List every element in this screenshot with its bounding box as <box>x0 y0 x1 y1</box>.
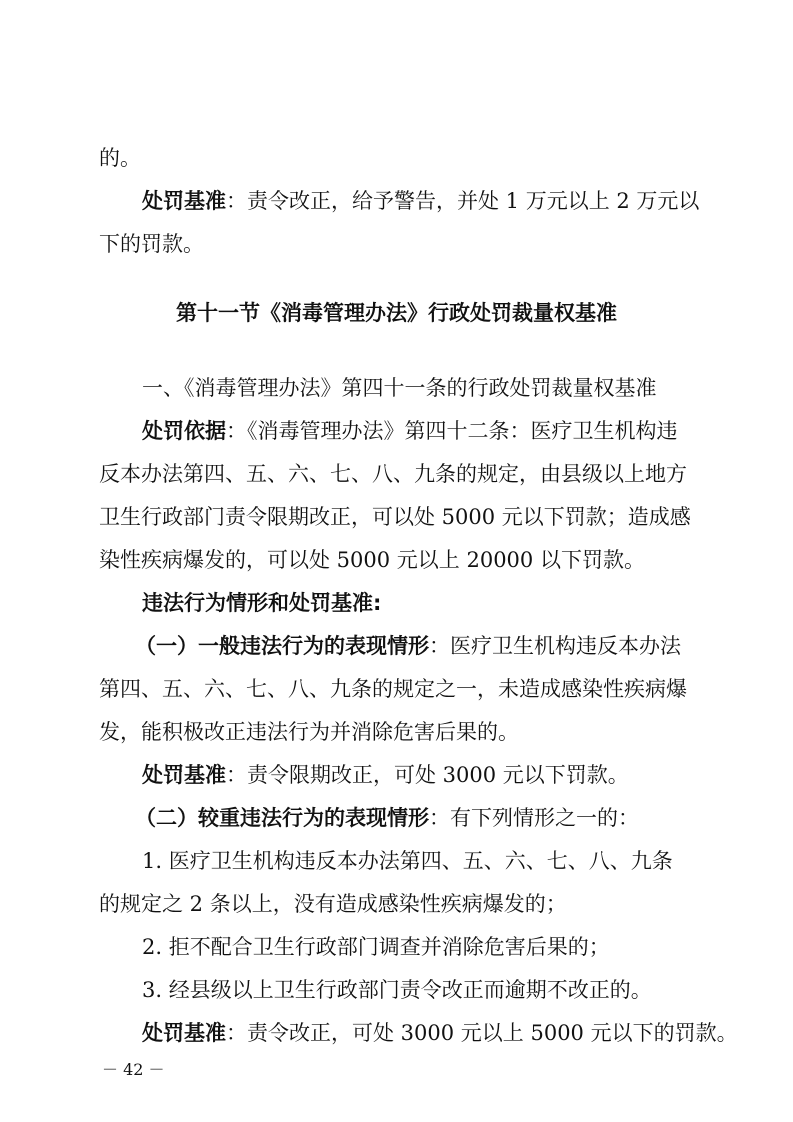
text-line: 第四、五、六、七、八、九条的规定之一，未造成感染性疾病爆 <box>99 677 687 701</box>
text-line: 反本办法第四、五、六、七、八、九条的规定，由县级以上地方 <box>99 462 687 486</box>
subsection-title: 一、《消毒管理办法》第四十一条的行政处罚裁量权基准 <box>142 376 657 400</box>
text-line: 2. 拒不配合卫生行政部门调查并消除危害后果的； <box>142 935 610 959</box>
bold-term: 处罚基准 <box>142 763 226 787</box>
text-line: 处罚基准：责令改正，给予警告，并处 1 万元以上 2 万元以 <box>142 189 700 213</box>
text-line: （一）一般违法行为的表现情形：医疗卫生机构违反本办法 <box>135 634 681 658</box>
bold-term: 处罚依据 <box>142 419 226 443</box>
bold-term: 违法行为情形和处罚基准: <box>142 591 382 615</box>
text-line: 染性疾病爆发的，可以处 5000 元以上 20000 以下罚款。 <box>99 548 645 572</box>
text-line: 下的罚款。 <box>99 232 204 256</box>
section-heading: 第十一节《消毒管理办法》行政处罚裁量权基准 <box>176 301 617 325</box>
bold-term: （二）较重违法行为的表现情形 <box>135 806 429 830</box>
text-line: 处罚依据：《消毒管理办法》第四十二条：医疗卫生机构违 <box>142 419 678 443</box>
bold-term: 处罚基准 <box>142 1021 226 1045</box>
text-line: 1. 医疗卫生机构违反本办法第四、五、六、七、八、九条 <box>142 849 673 873</box>
text-line: 的规定之 2 条以上，没有造成感染性疾病爆发的； <box>99 892 567 916</box>
text-line: （二）较重违法行为的表现情形：有下列情形之一的： <box>135 806 639 830</box>
text-line <box>142 588 381 618</box>
text-line: 处罚基准：责令改正，可处 3000 元以上 5000 元以下的罚款。 <box>142 1021 738 1045</box>
text-line: 发，能积极改正违法行为并消除危害后果的。 <box>99 720 519 744</box>
text-line: 3. 经县级以上卫生行政部门责令改正而逾期不改正的。 <box>142 978 652 1002</box>
bold-term: （一）一般违法行为的表现情形 <box>135 634 429 658</box>
page-number: － 42 － <box>102 1060 165 1079</box>
bold-term: 处罚基准 <box>142 189 226 213</box>
text-line: 卫生行政部门责令限期改正，可以处 5000 元以下罚款；造成感 <box>99 505 691 529</box>
text-line: 处罚基准：责令限期改正，可处 3000 元以下罚款。 <box>142 763 629 787</box>
text-line: 的。 <box>99 146 141 170</box>
